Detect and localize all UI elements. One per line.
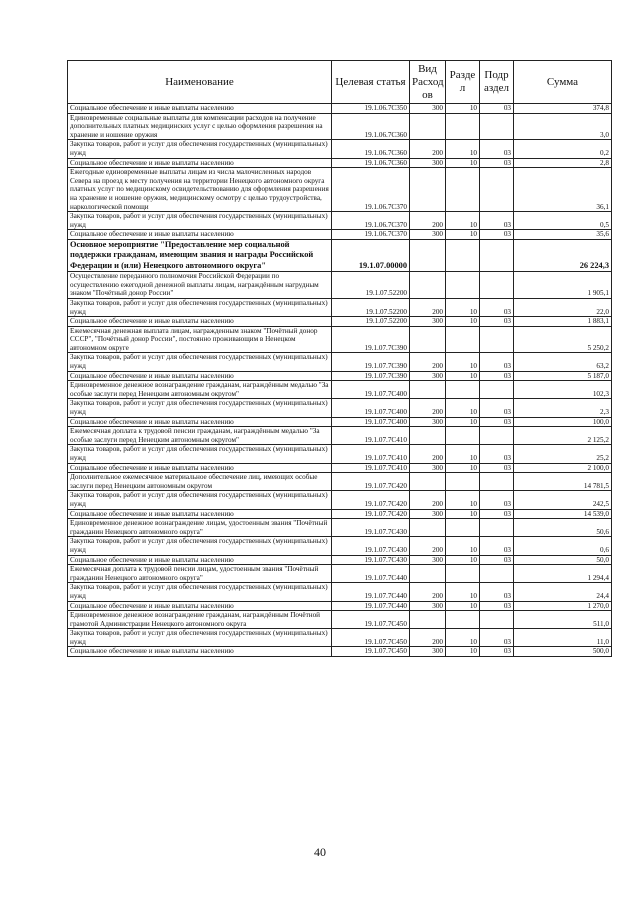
row-exp-type: 200	[410, 445, 446, 463]
row-section: 10	[446, 555, 480, 565]
row-section: 10	[446, 212, 480, 230]
page-number: 40	[314, 845, 326, 859]
row-target-code: 19.1.07.7С390	[332, 371, 410, 381]
table-row	[68, 417, 612, 427]
row-exp-type: 300	[410, 230, 446, 240]
row-name: Социальное обеспечение и иные выплаты населению	[68, 417, 332, 427]
row-section: 10	[446, 371, 480, 381]
row-target-code: 19.1.07.7С410	[332, 445, 410, 463]
table-row	[68, 353, 612, 371]
table-row	[68, 113, 612, 140]
row-sum: 24,4	[514, 583, 612, 601]
row-name: Основное мероприятие "Предоставление мер социальной поддержки гражданам, имеющим звания и награды Российской Федерации и (или) Ненецкого автономного округа"	[68, 239, 332, 271]
row-subsection: 03	[480, 371, 514, 381]
row-target-code: 19.1.07.7С400	[332, 381, 410, 399]
row-sum: 5 250,2	[514, 326, 612, 353]
row-sum: 11,0	[514, 629, 612, 647]
table-row	[68, 212, 612, 230]
row-sum: 3,0	[514, 113, 612, 140]
row-subsection: 03	[480, 417, 514, 427]
row-exp-type: 200	[410, 537, 446, 555]
row-sum: 25,2	[514, 445, 612, 463]
row-exp-type	[410, 519, 446, 537]
header-target: Целевая статья	[332, 61, 410, 104]
row-subsection	[480, 326, 514, 353]
row-exp-type	[410, 113, 446, 140]
row-subsection: 03	[480, 298, 514, 316]
row-target-code: 19.1.07.7С430	[332, 537, 410, 555]
table-row	[68, 427, 612, 445]
header-section: Разде л	[446, 61, 480, 104]
row-subsection	[480, 611, 514, 629]
row-subsection: 03	[480, 509, 514, 519]
row-sum: 2,8	[514, 158, 612, 168]
row-name: Единовременное денежное вознаграждение лицам, удостоенным звания "Почётный гражданин Ненецкого автономного округа"	[68, 519, 332, 537]
table-row	[68, 583, 612, 601]
row-target-code: 19.1.07.7С400	[332, 399, 410, 417]
table-row	[68, 519, 612, 537]
header-sum: Сумма	[514, 61, 612, 104]
table-row	[68, 473, 612, 491]
row-section	[446, 565, 480, 583]
table-row	[68, 509, 612, 519]
row-sum: 26 224,3	[514, 239, 612, 271]
row-subsection: 03	[480, 212, 514, 230]
row-target-code: 19.1.07.7С440	[332, 601, 410, 611]
row-section: 10	[446, 230, 480, 240]
row-subsection	[480, 168, 514, 212]
row-section: 10	[446, 463, 480, 473]
row-name: Социальное обеспечение и иные выплаты населению	[68, 230, 332, 240]
row-subsection: 03	[480, 647, 514, 657]
row-subsection: 03	[480, 537, 514, 555]
row-subsection: 03	[480, 353, 514, 371]
row-sum: 0,2	[514, 140, 612, 158]
row-target-code: 19.1.06.7С360	[332, 113, 410, 140]
document-page	[67, 60, 611, 657]
row-section: 10	[446, 140, 480, 158]
row-sum: 14 539,0	[514, 509, 612, 519]
row-target-code: 19.1.06.7С370	[332, 212, 410, 230]
row-section	[446, 427, 480, 445]
row-exp-type: 200	[410, 298, 446, 316]
row-exp-type	[410, 381, 446, 399]
row-section	[446, 519, 480, 537]
row-target-code: 19.1.07.7С450	[332, 629, 410, 647]
table-row	[68, 298, 612, 316]
row-subsection: 03	[480, 555, 514, 565]
row-section: 10	[446, 537, 480, 555]
row-subsection: 03	[480, 230, 514, 240]
row-exp-type	[410, 326, 446, 353]
row-exp-type	[410, 473, 446, 491]
row-name: Социальное обеспечение и иные выплаты населению	[68, 509, 332, 519]
row-target-code: 19.1.07.7С420	[332, 491, 410, 509]
row-exp-type: 300	[410, 317, 446, 327]
row-target-code: 19.1.07.7С420	[332, 473, 410, 491]
row-exp-type: 200	[410, 491, 446, 509]
row-sum: 1 883,1	[514, 317, 612, 327]
row-name: Социальное обеспечение и иные выплаты населению	[68, 158, 332, 168]
row-section: 10	[446, 509, 480, 519]
row-target-code: 19.1.06.7С360	[332, 140, 410, 158]
row-target-code: 19.1.07.00000	[332, 239, 410, 271]
row-sum: 36,1	[514, 168, 612, 212]
table-row	[68, 239, 612, 271]
row-target-code: 19.1.07.7С390	[332, 326, 410, 353]
row-name: Дополнительное ежемесячное материальное обеспечение лиц, имеющих особые заслуги перед Ненецким автономным округом	[68, 473, 332, 491]
table-row	[68, 399, 612, 417]
table-row	[68, 647, 612, 657]
row-section: 10	[446, 298, 480, 316]
row-subsection	[480, 519, 514, 537]
row-name: Социальное обеспечение и иные выплаты населению	[68, 104, 332, 114]
row-exp-type: 300	[410, 601, 446, 611]
table-row	[68, 565, 612, 583]
table-row	[68, 601, 612, 611]
row-sum: 50,0	[514, 555, 612, 565]
table-row	[68, 158, 612, 168]
table-row	[68, 230, 612, 240]
row-exp-type	[410, 427, 446, 445]
row-name: Ежегодные единовременные выплаты лицам из числа малочисленных народов Севера на проезд к месту получения на территории Ненецкого автономного округа платных услуг по медицинскому освидетельствованию для оформления разрешения на хранение и ношение оружия, медицинскому осмотру с целью трудоустройства, наркологической помощи	[68, 168, 332, 212]
row-name: Социальное обеспечение и иные выплаты населению	[68, 555, 332, 565]
row-exp-type: 300	[410, 104, 446, 114]
row-subsection: 03	[480, 399, 514, 417]
row-target-code: 19.1.07.7С440	[332, 583, 410, 601]
table-row	[68, 381, 612, 399]
row-subsection	[480, 427, 514, 445]
table-row	[68, 317, 612, 327]
row-target-code: 19.1.07.7С440	[332, 565, 410, 583]
row-exp-type: 200	[410, 583, 446, 601]
table-row	[68, 104, 612, 114]
row-section: 10	[446, 399, 480, 417]
row-section: 10	[446, 647, 480, 657]
row-sum: 100,0	[514, 417, 612, 427]
row-section	[446, 272, 480, 299]
header-subsection: Подр аздел	[480, 61, 514, 104]
row-exp-type	[410, 239, 446, 271]
row-sum: 2,3	[514, 399, 612, 417]
table-row	[68, 168, 612, 212]
row-section	[446, 326, 480, 353]
row-name: Социальное обеспечение и иные выплаты населению	[68, 463, 332, 473]
table-header	[68, 61, 612, 104]
row-section	[446, 381, 480, 399]
row-sum: 0,5	[514, 212, 612, 230]
row-target-code: 19.1.07.7С390	[332, 353, 410, 371]
row-name: Осуществление переданного полномочия Российской Федерации по осуществлению ежегодной денежной выплаты лицам, награждённым нагрудным знаком "Почётный донор России"	[68, 272, 332, 299]
row-section	[446, 473, 480, 491]
row-subsection: 03	[480, 158, 514, 168]
row-section: 10	[446, 317, 480, 327]
row-target-code: 19.1.06.7С370	[332, 168, 410, 212]
row-target-code: 19.1.07.7С430	[332, 519, 410, 537]
row-exp-type: 300	[410, 555, 446, 565]
row-name: Ежемесячная денежная выплата лицам, награжденным знаком "Почётный донор СССР", "Почётный донор России", постоянно проживающим в Ненецком автономном округе	[68, 326, 332, 353]
row-subsection: 03	[480, 601, 514, 611]
row-name: Социальное обеспечение и иные выплаты населению	[68, 317, 332, 327]
budget-table	[67, 60, 612, 657]
row-subsection	[480, 239, 514, 271]
row-name: Закупка товаров, работ и услуг для обеспечения государственных (муниципальных) нужд	[68, 491, 332, 509]
row-exp-type: 200	[410, 629, 446, 647]
row-sum: 500,0	[514, 647, 612, 657]
row-subsection: 03	[480, 463, 514, 473]
row-subsection: 03	[480, 317, 514, 327]
row-sum: 0,6	[514, 537, 612, 555]
row-exp-type: 200	[410, 140, 446, 158]
row-section: 10	[446, 353, 480, 371]
row-exp-type: 300	[410, 463, 446, 473]
row-subsection: 03	[480, 445, 514, 463]
table-row	[68, 491, 612, 509]
row-section	[446, 239, 480, 271]
row-sum: 102,3	[514, 381, 612, 399]
row-subsection: 03	[480, 104, 514, 114]
row-target-code: 19.1.06.7С360	[332, 158, 410, 168]
row-target-code: 19.1.07.7С410	[332, 427, 410, 445]
row-name: Ежемесячная доплата к трудовой пенсии лицам, удостоенным звания "Почётный гражданин Ненецкого автономного округа"	[68, 565, 332, 583]
row-target-code: 19.1.07.7С430	[332, 555, 410, 565]
row-subsection	[480, 272, 514, 299]
row-name: Единовременные социальные выплаты для компенсации расходов на получение дополнительных платных медицинских услуг с целью оформления разрешения на хранение и ношение оружия	[68, 113, 332, 140]
row-target-code: 19.1.07.52200	[332, 298, 410, 316]
row-subsection: 03	[480, 491, 514, 509]
row-exp-type: 300	[410, 158, 446, 168]
table-row	[68, 326, 612, 353]
row-exp-type: 300	[410, 417, 446, 427]
row-name: Социальное обеспечение и иные выплаты населению	[68, 601, 332, 611]
row-exp-type: 200	[410, 353, 446, 371]
row-section: 10	[446, 629, 480, 647]
row-subsection: 03	[480, 629, 514, 647]
row-exp-type: 300	[410, 371, 446, 381]
row-exp-type	[410, 611, 446, 629]
row-subsection	[480, 381, 514, 399]
row-name: Закупка товаров, работ и услуг для обеспечения государственных (муниципальных) нужд	[68, 445, 332, 463]
row-sum: 1 294,4	[514, 565, 612, 583]
row-subsection	[480, 473, 514, 491]
row-subsection	[480, 113, 514, 140]
header-exp-type: Вид Расход ов	[410, 61, 446, 104]
row-sum: 35,6	[514, 230, 612, 240]
row-target-code: 19.1.07.7С420	[332, 509, 410, 519]
row-sum: 14 781,5	[514, 473, 612, 491]
row-name: Социальное обеспечение и иные выплаты населению	[68, 371, 332, 381]
row-target-code: 19.1.07.7С410	[332, 463, 410, 473]
table-row	[68, 272, 612, 299]
row-target-code: 19.1.07.7С400	[332, 417, 410, 427]
row-name: Единовременное денежное вознаграждение гражданам, награждённым медалью "За особые заслуги перед Ненецким автономным округом"	[68, 381, 332, 399]
row-name: Закупка товаров, работ и услуг для обеспечения государственных (муниципальных) нужд	[68, 212, 332, 230]
table-row	[68, 463, 612, 473]
row-exp-type: 200	[410, 399, 446, 417]
row-name: Социальное обеспечение и иные выплаты населению	[68, 647, 332, 657]
table-row	[68, 140, 612, 158]
row-sum: 374,8	[514, 104, 612, 114]
row-sum: 22,0	[514, 298, 612, 316]
row-section	[446, 168, 480, 212]
row-section: 10	[446, 601, 480, 611]
row-target-code: 19.1.07.52200	[332, 317, 410, 327]
row-subsection: 03	[480, 140, 514, 158]
row-section: 10	[446, 583, 480, 601]
row-target-code: 19.1.07.7С450	[332, 647, 410, 657]
row-sum: 2 100,0	[514, 463, 612, 473]
row-subsection: 03	[480, 583, 514, 601]
row-sum: 2 125,2	[514, 427, 612, 445]
row-sum: 50,6	[514, 519, 612, 537]
row-exp-type: 300	[410, 647, 446, 657]
row-target-code: 19.1.06.7С350	[332, 104, 410, 114]
row-name: Закупка товаров, работ и услуг для обеспечения государственных (муниципальных) нужд	[68, 353, 332, 371]
row-subsection	[480, 565, 514, 583]
row-section: 10	[446, 158, 480, 168]
row-sum: 1 905,1	[514, 272, 612, 299]
row-section: 10	[446, 417, 480, 427]
table-row	[68, 537, 612, 555]
row-exp-type	[410, 565, 446, 583]
row-section	[446, 611, 480, 629]
row-name: Закупка товаров, работ и услуг для обеспечения государственных (муниципальных) нужд	[68, 629, 332, 647]
table-row	[68, 445, 612, 463]
row-section: 10	[446, 445, 480, 463]
row-name: Закупка товаров, работ и услуг для обеспечения государственных (муниципальных) нужд	[68, 298, 332, 316]
row-target-code: 19.1.07.52200	[332, 272, 410, 299]
row-target-code: 19.1.06.7С370	[332, 230, 410, 240]
row-name: Закупка товаров, работ и услуг для обеспечения государственных (муниципальных) нужд	[68, 399, 332, 417]
table-body	[68, 104, 612, 657]
row-sum: 242,5	[514, 491, 612, 509]
row-name: Закупка товаров, работ и услуг для обеспечения государственных (муниципальных) нужд	[68, 537, 332, 555]
row-sum: 5 187,0	[514, 371, 612, 381]
table-row	[68, 555, 612, 565]
row-exp-type: 300	[410, 509, 446, 519]
row-name: Единовременное денежное вознаграждение гражданам, награждённым Почётной грамотой Администрации Ненецкого автономного округа	[68, 611, 332, 629]
table-row	[68, 611, 612, 629]
table-row	[68, 371, 612, 381]
row-exp-type	[410, 168, 446, 212]
row-exp-type	[410, 272, 446, 299]
row-section: 10	[446, 491, 480, 509]
row-section: 10	[446, 104, 480, 114]
row-exp-type: 200	[410, 212, 446, 230]
row-sum: 511,0	[514, 611, 612, 629]
row-section	[446, 113, 480, 140]
row-sum: 63,2	[514, 353, 612, 371]
header-name: Наименование	[68, 61, 332, 104]
row-name: Закупка товаров, работ и услуг для обеспечения государственных (муниципальных) нужд	[68, 583, 332, 601]
table-row	[68, 629, 612, 647]
row-sum: 1 270,0	[514, 601, 612, 611]
row-target-code: 19.1.07.7С450	[332, 611, 410, 629]
row-name: Закупка товаров, работ и услуг для обеспечения государственных (муниципальных) нужд	[68, 140, 332, 158]
row-name: Ежемесячная доплата к трудовой пенсии гражданам, награждённым медалью "За особые заслуги перед Ненецким автономным округом"	[68, 427, 332, 445]
